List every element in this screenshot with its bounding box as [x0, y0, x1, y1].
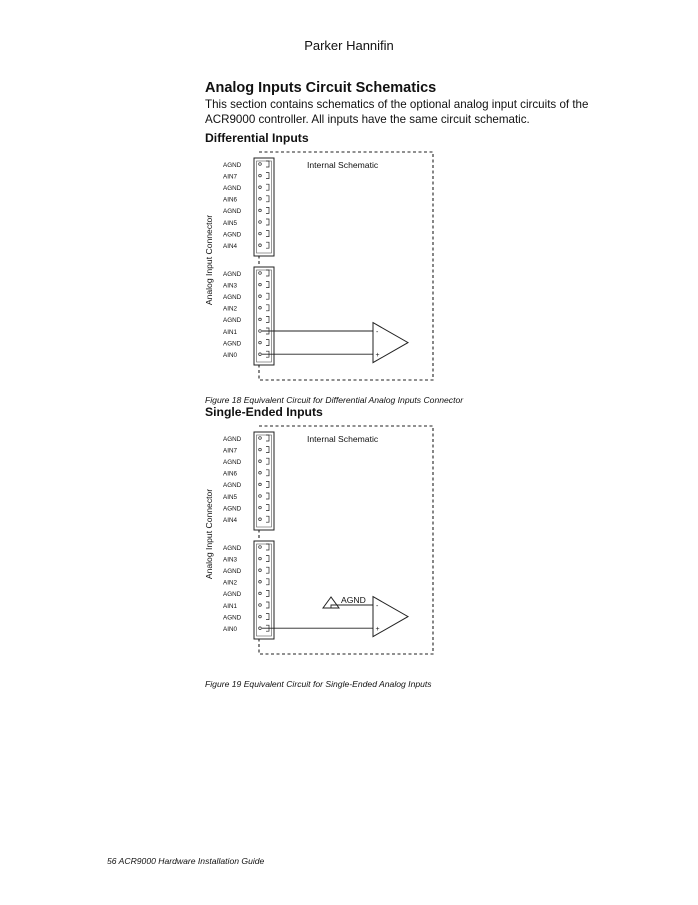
pin-label: AGND — [223, 482, 242, 490]
pin-label: AIN4 — [223, 243, 237, 250]
section-title: Analog Inputs Circuit Schematics — [205, 80, 437, 96]
pin-terminal-icon — [259, 546, 262, 549]
pin-label: AIN3 — [223, 282, 237, 290]
pin-label: AGND — [223, 340, 242, 348]
op-amp-minus: - — [376, 603, 379, 610]
pin-label: AGND — [223, 435, 242, 443]
single-ended-heading: Single-Ended Inputs — [205, 405, 323, 419]
pin-label: AIN7 — [223, 447, 237, 455]
op-amp-minus: - — [376, 329, 379, 336]
figure-18-caption: Figure 18 Equivalent Circuit for Differential Analog Inputs Connector — [205, 395, 464, 405]
pin-label: AGND — [223, 459, 242, 466]
pin-label: AIN7 — [223, 173, 237, 181]
pin-terminal-icon — [259, 318, 262, 321]
pin-terminal-icon — [259, 244, 262, 247]
pin-label: AGND — [223, 294, 242, 301]
pin-label: AIN1 — [223, 602, 237, 610]
pin-terminal-icon — [259, 460, 262, 463]
pin-terminal-icon — [259, 174, 262, 177]
pin-label: AIN3 — [223, 556, 237, 564]
agnd-label: AGND — [341, 595, 366, 605]
pin-terminal-icon — [259, 437, 262, 440]
internal-schematic-boundary — [259, 152, 433, 380]
pin-terminal-icon — [259, 341, 262, 344]
pin-terminal-icon — [259, 232, 262, 235]
op-amp-plus: + — [375, 626, 380, 634]
pin-terminal-icon — [259, 353, 262, 356]
pin-label: AIN2 — [223, 579, 237, 587]
pin-terminal-icon — [259, 557, 262, 560]
terminal-block — [254, 541, 274, 639]
pin-terminal-icon — [259, 209, 262, 212]
pin-label: AIN0 — [223, 626, 237, 633]
pin-terminal-icon — [259, 483, 262, 486]
differential-schematic — [200, 150, 440, 385]
op-amp-plus: + — [375, 352, 380, 360]
pin-label: AGND — [223, 614, 242, 622]
pin-label: AGND — [223, 568, 242, 575]
pin-label: AIN4 — [223, 517, 237, 524]
pin-terminal-icon — [259, 592, 262, 595]
pin-label: AIN1 — [223, 328, 237, 336]
figure-19-caption: Figure 19 Equivalent Circuit for Single-Ended Analog Inputs — [205, 679, 432, 689]
pin-label: AIN5 — [223, 219, 237, 227]
pin-terminal-icon — [259, 581, 262, 584]
pin-terminal-icon — [259, 627, 262, 630]
pin-terminal-icon — [259, 163, 262, 166]
terminal-block — [254, 158, 274, 256]
terminal-block — [254, 267, 274, 365]
connector-label: Analog Input Connector — [204, 488, 214, 580]
pin-label: AGND — [223, 544, 242, 552]
internal-schematic-label: Internal Schematic — [307, 160, 379, 170]
page-footer: 56 ACR9000 Hardware Installation Guide — [107, 856, 265, 866]
pin-terminal-icon — [259, 295, 262, 298]
pin-terminal-icon — [259, 569, 262, 572]
pin-label: AIN6 — [223, 196, 237, 204]
internal-schematic-label: Internal Schematic — [307, 434, 379, 444]
pin-terminal-icon — [259, 448, 262, 451]
intro-paragraph: This section contains schematics of the optional analog input circuits of the ACR9000 controller. All inputs have the same circuit schematic. — [205, 98, 589, 126]
connector-label: Analog Input Connector — [204, 214, 214, 306]
internal-schematic-boundary — [259, 426, 433, 654]
pin-label: AIN6 — [223, 470, 237, 478]
pin-label: AGND — [223, 505, 242, 513]
pin-label: AGND — [223, 317, 242, 325]
pin-terminal-icon — [259, 604, 262, 607]
single-ended-schematic — [200, 424, 440, 666]
pin-terminal-icon — [259, 186, 262, 189]
pin-label: AGND — [223, 208, 242, 216]
pin-label: AIN0 — [223, 352, 237, 359]
pin-label: AGND — [223, 270, 242, 278]
terminal-block — [254, 432, 274, 530]
pin-terminal-icon — [259, 198, 262, 201]
page-header: Parker Hannifin — [304, 38, 394, 53]
pin-terminal-icon — [259, 307, 262, 310]
pin-label: AGND — [223, 231, 242, 239]
pin-terminal-icon — [259, 330, 262, 333]
pin-terminal-icon — [259, 272, 262, 275]
pin-terminal-icon — [259, 615, 262, 618]
pin-label: AIN2 — [223, 305, 237, 313]
pin-label: AGND — [223, 591, 242, 599]
pin-terminal-icon — [259, 221, 262, 224]
pin-terminal-icon — [259, 283, 262, 286]
pin-label: AGND — [223, 185, 242, 192]
differential-heading: Differential Inputs — [205, 131, 309, 145]
pin-label: AIN5 — [223, 493, 237, 501]
pin-terminal-icon — [259, 495, 262, 498]
pin-terminal-icon — [259, 518, 262, 521]
pin-terminal-icon — [259, 506, 262, 509]
pin-terminal-icon — [259, 472, 262, 475]
pin-label: AGND — [223, 161, 242, 169]
